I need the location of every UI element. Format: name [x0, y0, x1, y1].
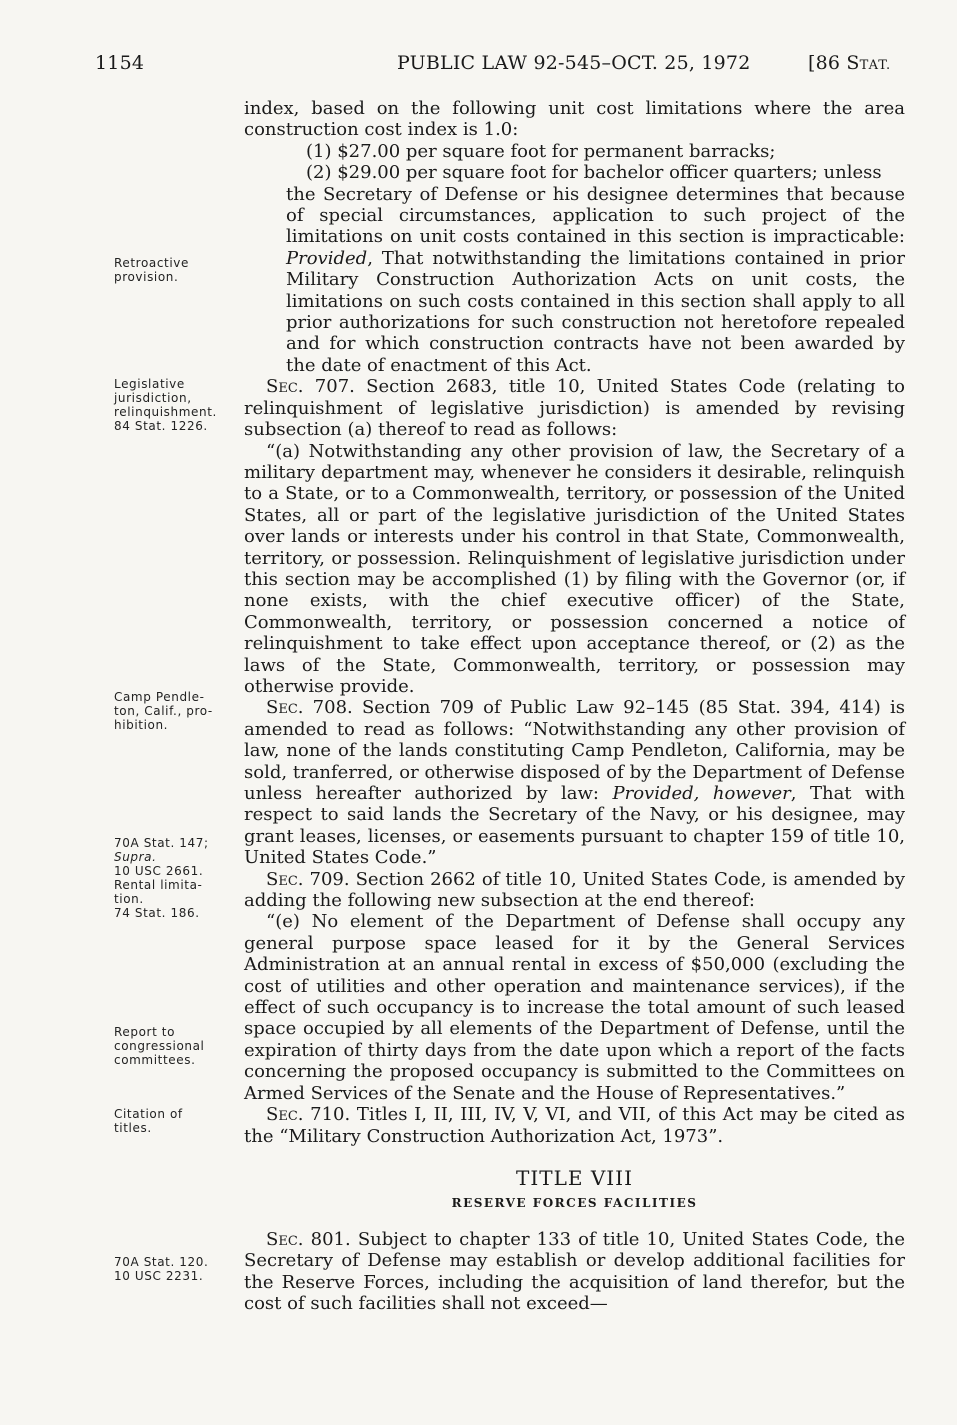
section-label: Sec. 707. — [266, 376, 355, 398]
margin-note-reserve: 70A Stat. 120. 10 USC 2231. — [114, 1255, 209, 1283]
section-801: Sec. 801. Subject to chapter 133 of title 10, United States Code, the Secretary of Defense may establish or develop additional facilities for the Reserve Forces, including the acquisition of land therefor, but the cost of such facilities shall not exceed— — [244, 1228, 905, 1314]
section-708: Sec. 708. Section 709 of Public Law 92–145 (85 Stat. 394, 414) is amended to read as follows: “Notwithstanding any other provision of law, none of the lands constituting Camp Pendleton, California, may be sold, tranferred, or otherwise disposed of by the Department of Defense unless hereafter authorized by law: Provided, however, That with respect to said lands the Secretary of the Navy, or his designee, may grant leases, licenses, or easements pursuant to chapter 159 of title 10, United States Code.” — [244, 697, 905, 869]
title-subheading: RESERVE FORCES FACILITIES — [451, 1196, 698, 1211]
section-label: Sec. 710. — [266, 1104, 351, 1126]
list-item-continuation: the Secretary of Defense or his designee determines that because of special circumstances, application to such project of the limitations on unit costs contained in this section is impracticable: Provided, That notwithstanding the limitations contained in prior Military Construction Authorization Acts on unit costs, the limitations on such costs contained in this section shall apply to all prior authorizations for such construction not heretofore repealed and for which construction contracts have not been awarded by the date of enactment of this Act. — [286, 183, 905, 376]
list-item: (1) $27.00 per square foot for permanent barracks; — [306, 140, 776, 162]
section-707-quote: “(a) Notwithstanding any other provision of law, the Secretary of a military department may, whenever he considers it desirable, relinquish to a State, or to a Commonwealth, territory, or possession of the United States, all or part of the legislative jurisdiction of the United States over lands or interests under his control in that State, Commonwealth, territory, or possession. Relinquishment of legislative jurisdiction under this section may be accomplished (1) by filing with the Governor (or, if none exists, with the chief executive officer) of the State, Commonwealth, territory, or possession concerned a notice of relinquishment to take effect upon acceptance thereof, or (2) as the laws of the State, Commonwealth, territory, or possession may otherwise provide. — [244, 440, 905, 697]
title-heading: TITLE VIII — [516, 1165, 633, 1190]
margin-note-legislative: Legislative jurisdiction, relinquishment. 84 Stat. 1226. — [114, 377, 217, 433]
margin-note-camp-pendleton: Camp Pendle- ton, Calif., pro- hibition. — [114, 690, 213, 732]
margin-note-citation: Citation of titles. — [114, 1107, 183, 1135]
statute-volume: [86 STAT. — [808, 52, 892, 74]
margin-note-retroactive: Retroactive provision. — [114, 256, 189, 284]
list-item: (2) $29.00 per square foot for bachelor officer quarters; unless — [306, 162, 882, 184]
margin-note-rental: 70A Stat. 147; Supra. 10 USC 2661. Rental limita- tion. 74 Stat. 186. — [114, 836, 209, 920]
section-709: Sec. 709. Section 2662 of title 10, United States Code, is amended by adding the following new subsection at the end thereof: — [244, 868, 905, 912]
section-710: Sec. 710. Titles I, II, III, IV, V, VI, and VII, of this Act may be cited as the “Military Construction Authorization Act, 1973”. — [244, 1104, 906, 1147]
paragraph-intro: index, based on the following unit cost limitations where the area construction cost index is 1.0: — [244, 98, 905, 141]
margin-note-report: Report to congressional committees. — [114, 1025, 205, 1067]
main-text — [244, 98, 905, 1314]
page-number: 1154 — [95, 52, 145, 74]
section-label: Sec. 801. — [266, 1228, 351, 1250]
section-label: Sec. 709. — [266, 868, 350, 890]
running-title: PUBLIC LAW 92-545–OCT. 25, 1972 — [397, 52, 751, 74]
section-label: Sec. 708. — [266, 697, 353, 719]
section-709-quote: “(e) No element of the Department of Defense shall occupy any general purpose space leased for it by the General Services Administration at an annual rental in excess of $50,000 (excluding the cost of utilities and other operation and maintenance services), if the effect of such occupancy is to increase the total amount of such leased space occupied by all elements of the Department of Defense, until the expiration of thirty days from the date upon which a report of the facts concerning the proposed occupancy is submitted to the Committees on Armed Services of the Senate and the House of Representatives.” — [244, 911, 905, 1104]
section-707: Sec. 707. Section 2683, title 10, United States Code (relating to relinquishment of legislative jurisdiction) is amended by revising subsection (a) thereof to read as follows: — [244, 376, 905, 441]
